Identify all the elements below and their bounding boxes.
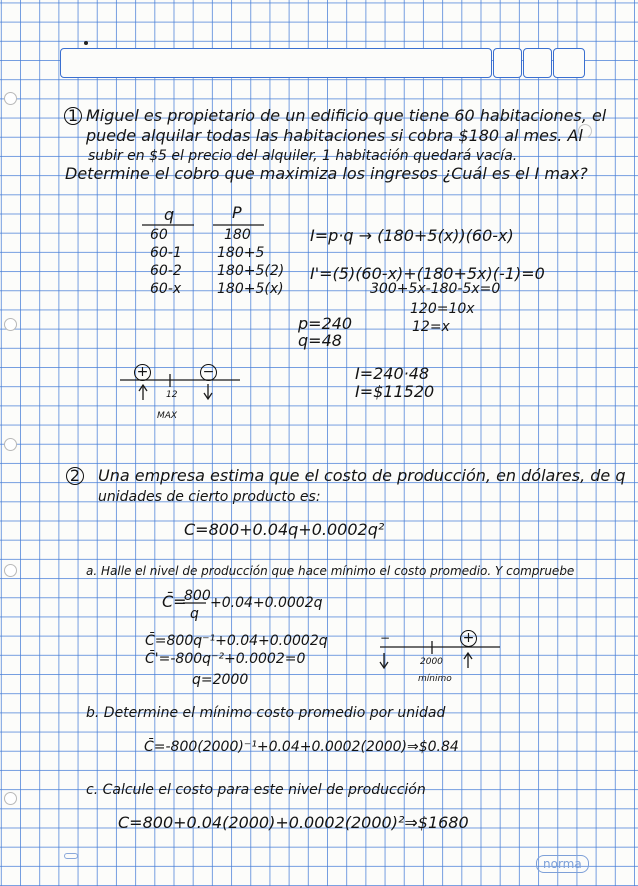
q-result: q=48: [298, 331, 342, 350]
work-step-3: 12=x: [412, 319, 450, 335]
avg-cost-denominator: q: [190, 606, 199, 622]
p-value: 180+5: [217, 245, 265, 261]
p-column-header: P: [232, 203, 242, 222]
avg-cost-derivative: C̄'=-800q⁻²+0.0002=0: [145, 651, 306, 667]
part-c-label: c. Calcule el costo para este nivel de producción: [86, 782, 426, 798]
p-value: 180: [224, 227, 251, 243]
problem-1-line-3: subir en $5 el precio del alquiler, 1 habitación quedará vacía.: [88, 148, 518, 164]
part-a-label: a. Halle el nivel de producción que hace mínimo el costo promedio. Y compruebe: [86, 564, 575, 578]
q-minimum-result: q=2000: [192, 672, 249, 688]
income-derivative: I'=(5)(60-x)+(180+5x)(-1)=0: [310, 264, 545, 283]
notebook-logo: [64, 853, 78, 859]
max-label: MAX: [157, 411, 178, 421]
income-function: I=p·q → (180+5(x))(60-x): [310, 226, 514, 245]
p-value: 180+5(2): [217, 263, 285, 279]
avg-cost-rest: +0.04+0.0002q: [210, 595, 323, 611]
part-c-calc: C=800+0.04(2000)+0.0002(2000)²⇒$1680: [118, 813, 469, 832]
problem-2-line-1: Una empresa estima que el costo de producción, en dólares, de q: [98, 466, 626, 485]
p-result: p=240: [298, 314, 353, 333]
work-step-2: 120=10x: [410, 301, 475, 317]
problem-1-number: 1: [64, 107, 82, 125]
critical-point-2: 2000: [420, 657, 443, 667]
sign-positive-1: +: [134, 364, 151, 381]
cost-function: C=800+0.04q+0.0002q²: [184, 520, 385, 539]
avg-cost-rewrite: C̄=800q⁻¹+0.04+0.0002q: [145, 633, 328, 649]
problem-1-line-2: puede alquilar todas las habitaciones si cobra $180 al mes. Al: [86, 126, 583, 145]
sign-negative-2: −: [380, 631, 391, 645]
avg-cost-numerator: 800: [184, 588, 211, 604]
part-b-calc: C̄=-800(2000)⁻¹+0.04+0.0002(2000)⇒$0.84: [144, 739, 459, 755]
q-column-header: q: [164, 205, 175, 224]
sign-positive-2: +: [460, 630, 477, 647]
sign-negative-1: −: [200, 364, 217, 381]
p-value: 180+5(x): [217, 281, 284, 297]
q-value: 60: [150, 227, 168, 243]
part-b-label: b. Determine el mínimo costo promedio por unidad: [86, 705, 446, 721]
problem-1-line-4: Determine el cobro que maximiza los ingresos ¿Cuál es el I max?: [65, 164, 588, 183]
problem-2-line-2: unidades de cierto producto es:: [98, 489, 321, 505]
q-value: 60-2: [150, 263, 182, 279]
q-value: 60-x: [150, 281, 182, 297]
problem-1-line-1: Miguel es propietario de un edificio que tiene 60 habitaciones, el: [86, 106, 607, 125]
q-value: 60-1: [150, 245, 182, 261]
avg-cost-symbol: C̄=: [162, 592, 187, 611]
imax-result: I=$11520: [355, 382, 435, 401]
minimum-label: mínimo: [418, 674, 452, 684]
brand-logo: norma: [536, 855, 589, 873]
critical-point-1: 12: [166, 390, 178, 400]
imax-product: I=240·48: [355, 364, 430, 383]
work-step-1: 300+5x-180-5x=0: [370, 281, 501, 297]
problem-2-number: 2: [66, 467, 84, 485]
